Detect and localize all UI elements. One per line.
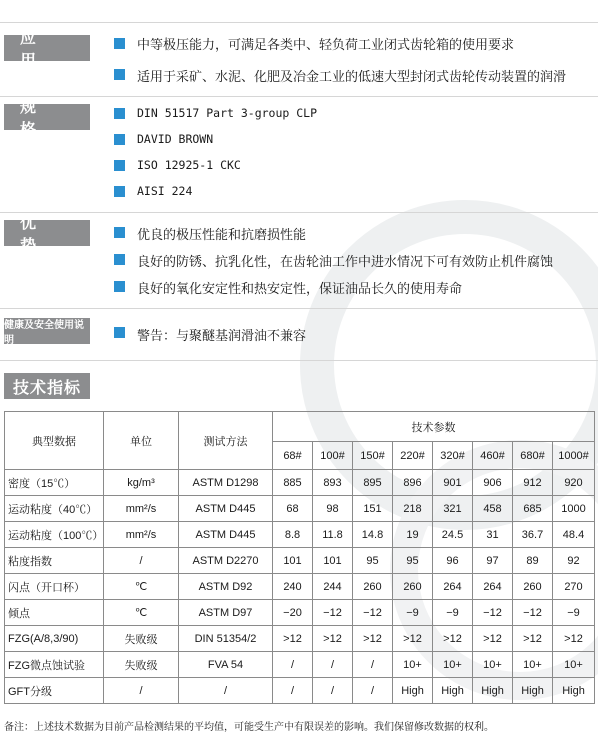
row-value: /	[313, 678, 353, 704]
row-value: 458	[473, 496, 513, 522]
row-value: >12	[273, 626, 313, 652]
row-unit: /	[104, 678, 179, 704]
bullet-icon	[114, 38, 125, 49]
row-value: 218	[393, 496, 433, 522]
row-value: 895	[353, 470, 393, 496]
bullet-icon	[114, 254, 125, 265]
row-method: ASTM D1298	[179, 470, 273, 496]
spec-table	[4, 411, 595, 704]
row-name: 倾点	[5, 600, 104, 626]
row-value: 97	[473, 548, 513, 574]
row-value: 101	[273, 548, 313, 574]
bullet-icon	[114, 327, 125, 338]
row-value: 10+	[393, 652, 433, 678]
row-unit: mm²/s	[104, 496, 179, 522]
grade-header: 460#	[473, 442, 513, 470]
row-value: >12	[473, 626, 513, 652]
table-row	[5, 652, 595, 678]
row-method: ASTM D445	[179, 496, 273, 522]
row-value: 260	[353, 574, 393, 600]
row-value: 885	[273, 470, 313, 496]
row-name: FZG微点蚀试验	[5, 652, 104, 678]
section-tag-advantage: 优势	[4, 220, 90, 246]
row-unit: 失败级	[104, 626, 179, 652]
grade-header: 320#	[433, 442, 473, 470]
row-value: 901	[433, 470, 473, 496]
row-method: ASTM D92	[179, 574, 273, 600]
row-unit: 失败级	[104, 652, 179, 678]
row-value: 101	[313, 548, 353, 574]
row-name: 运动粘度（100℃）	[5, 522, 104, 548]
application-item: 中等极压能力，可满足各类中、轻负荷工业闭式齿轮箱的使用要求	[137, 38, 515, 53]
spec-item: AISI 224	[137, 184, 193, 198]
row-name: 运动粘度（40℃）	[5, 496, 104, 522]
spec-item: DAVID BROWN	[137, 132, 214, 146]
row-value: 10+	[473, 652, 513, 678]
table-row	[5, 496, 595, 522]
row-value: 321	[433, 496, 473, 522]
row-value: 89	[513, 548, 553, 574]
row-value: 14.8	[353, 522, 393, 548]
section-tag-spec: 规格	[4, 104, 90, 130]
header-unit: 单位	[104, 412, 179, 470]
row-value: 24.5	[433, 522, 473, 548]
divider	[0, 360, 598, 361]
row-value: >12	[433, 626, 473, 652]
row-value: High	[393, 678, 433, 704]
grade-header: 150#	[353, 442, 393, 470]
advantage-item: 优良的极压性能和抗磨损性能	[137, 228, 307, 243]
tech-title: 技术指标	[4, 373, 90, 399]
row-unit: /	[104, 548, 179, 574]
row-value: 260	[513, 574, 553, 600]
row-value: 68	[273, 496, 313, 522]
row-value: /	[273, 678, 313, 704]
bullet-icon	[114, 69, 125, 80]
row-value: 244	[313, 574, 353, 600]
row-name: 粘度指数	[5, 548, 104, 574]
row-value: 31	[473, 522, 513, 548]
row-value: 920	[553, 470, 595, 496]
row-value: High	[473, 678, 513, 704]
row-value: 95	[393, 548, 433, 574]
row-value: −12	[353, 600, 393, 626]
spec-item: DIN 51517 Part 3-group CLP	[137, 106, 318, 120]
header-method: 测试方法	[179, 412, 273, 470]
row-value: >12	[513, 626, 553, 652]
bullet-icon	[114, 134, 125, 145]
row-value: 912	[513, 470, 553, 496]
row-value: 906	[473, 470, 513, 496]
row-value: −9	[553, 600, 595, 626]
row-name: FZG(A/8,3/90)	[5, 626, 104, 652]
row-value: >12	[353, 626, 393, 652]
application-item: 适用于采矿、水泥、化肥及冶金工业的低速大型封闭式齿轮传动装置的润滑	[137, 70, 567, 85]
grade-header: 680#	[513, 442, 553, 470]
bullet-icon	[114, 281, 125, 292]
advantage-item: 良好的防锈、抗乳化性，在齿轮油工作中进水情况下可有效防止机件腐蚀	[137, 255, 554, 270]
row-value: 19	[393, 522, 433, 548]
section-tag-safety: 健康及安全使用说明	[4, 318, 90, 344]
table-row	[5, 600, 595, 626]
bullet-icon	[114, 186, 125, 197]
row-method: ASTM D2270	[179, 548, 273, 574]
safety-item: 警告：与聚醚基润滑油不兼容	[137, 329, 307, 344]
row-value: >12	[313, 626, 353, 652]
row-unit: kg/m³	[104, 470, 179, 496]
row-value: 95	[353, 548, 393, 574]
row-value: 151	[353, 496, 393, 522]
divider	[0, 308, 598, 309]
row-value: >12	[553, 626, 595, 652]
row-value: /	[313, 652, 353, 678]
table-body	[5, 470, 595, 704]
row-value: −9	[393, 600, 433, 626]
row-value: High	[433, 678, 473, 704]
row-value: High	[513, 678, 553, 704]
row-unit: mm²/s	[104, 522, 179, 548]
row-value: −20	[273, 600, 313, 626]
divider	[0, 22, 598, 23]
header-typical: 典型数据	[5, 412, 104, 470]
row-name: 密度（15℃）	[5, 470, 104, 496]
section-tag-application: 应用	[4, 35, 90, 61]
row-value: 270	[553, 574, 595, 600]
row-value: 48.4	[553, 522, 595, 548]
table-row	[5, 522, 595, 548]
bullet-icon	[114, 160, 125, 171]
table-row	[5, 548, 595, 574]
grade-header: 220#	[393, 442, 433, 470]
row-value: 685	[513, 496, 553, 522]
row-value: 96	[433, 548, 473, 574]
row-method: DIN 51354/2	[179, 626, 273, 652]
spec-item: ISO 12925-1 CKC	[137, 158, 241, 172]
row-value: 10+	[433, 652, 473, 678]
grade-header: 68#	[273, 442, 313, 470]
row-name: 闪点（开口杯）	[5, 574, 104, 600]
advantage-item: 良好的氧化安定性和热安定性，保证油品长久的使用寿命	[137, 282, 463, 297]
row-value: 36.7	[513, 522, 553, 548]
row-value: 264	[473, 574, 513, 600]
table-row	[5, 678, 595, 704]
row-value: 260	[393, 574, 433, 600]
row-value: −12	[473, 600, 513, 626]
row-value: 264	[433, 574, 473, 600]
table-row	[5, 470, 595, 496]
row-value: −12	[313, 600, 353, 626]
bullet-icon	[114, 108, 125, 119]
row-unit: ℃	[104, 600, 179, 626]
row-value: /	[273, 652, 313, 678]
row-value: 896	[393, 470, 433, 496]
row-value: 10+	[553, 652, 595, 678]
row-value: −12	[513, 600, 553, 626]
row-value: >12	[393, 626, 433, 652]
row-value: 1000	[553, 496, 595, 522]
header-params: 技术参数	[273, 412, 595, 442]
table-row	[5, 626, 595, 652]
row-value: /	[353, 678, 393, 704]
bullet-icon	[114, 227, 125, 238]
row-value: /	[353, 652, 393, 678]
row-value: 240	[273, 574, 313, 600]
row-value: 98	[313, 496, 353, 522]
row-method: /	[179, 678, 273, 704]
row-method: ASTM D97	[179, 600, 273, 626]
table-row	[5, 574, 595, 600]
row-value: 92	[553, 548, 595, 574]
row-value: 893	[313, 470, 353, 496]
row-value: 10+	[513, 652, 553, 678]
row-method: ASTM D445	[179, 522, 273, 548]
grade-header: 100#	[313, 442, 353, 470]
row-unit: ℃	[104, 574, 179, 600]
row-value: 11.8	[313, 522, 353, 548]
row-method: FVA 54	[179, 652, 273, 678]
row-value: −9	[433, 600, 473, 626]
row-value: 8.8	[273, 522, 313, 548]
footnote: 备注：上述技术数据为目前产品检测结果的平均值，可能受生产中有限误差的影响。我们保留修改数据的权利。	[4, 722, 494, 733]
row-name: GFT分级	[5, 678, 104, 704]
grade-header: 1000#	[553, 442, 595, 470]
row-value: High	[553, 678, 595, 704]
